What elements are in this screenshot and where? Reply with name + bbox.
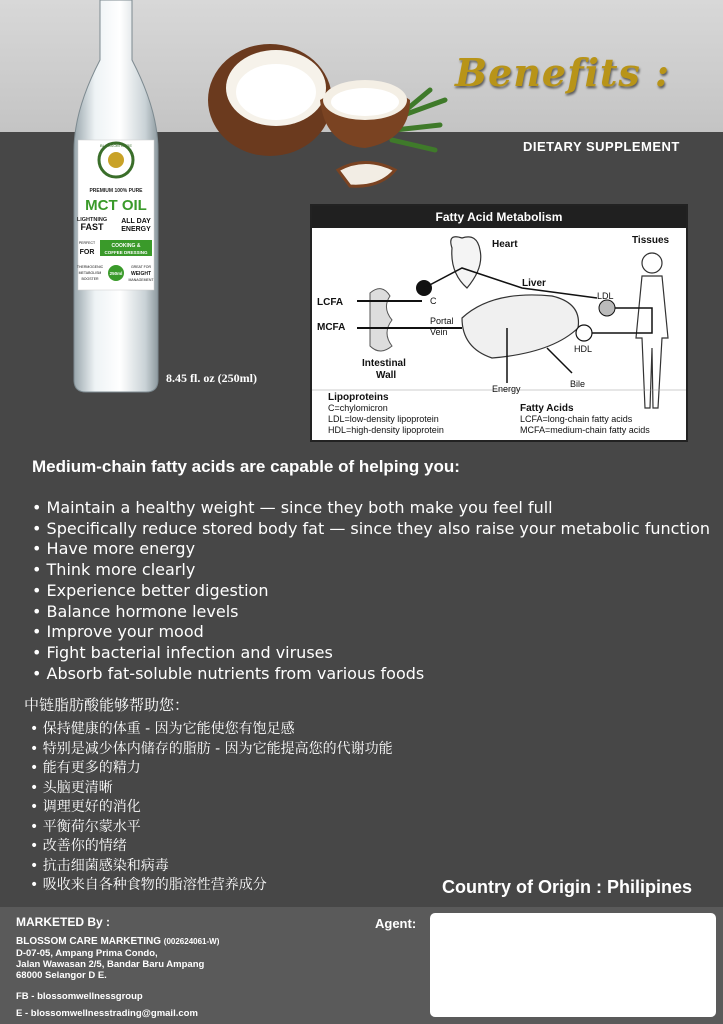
- list-item: • Think more clearly: [32, 560, 710, 581]
- label-brand: BLOSSOM CARE: [99, 143, 133, 148]
- label-perfect: PERFECT: [78, 241, 96, 245]
- label-tissues: Tissues: [632, 235, 670, 246]
- list-item: • 抗击细菌感染和病毒: [30, 857, 393, 877]
- list-item: • Maintain a healthy weight — since they both make you feel full: [32, 498, 710, 519]
- label-product-name: MCT OIL: [85, 197, 147, 214]
- label-feature2a: ALL DAY: [121, 218, 151, 225]
- label-bile: Bile: [570, 379, 586, 389]
- company-name: [16, 936, 219, 947]
- address-line2: Jalan Wawasan 2/5, Bandar Baru Ampang: [16, 959, 205, 970]
- marketed-by-label: MARKETED By :: [16, 915, 111, 929]
- label-ldl: LDL: [597, 291, 614, 301]
- label-ml: 250ml: [109, 271, 123, 276]
- benefits-title: Benefits :: [455, 50, 671, 95]
- label-vein: Vein: [430, 327, 448, 337]
- fatty-acids-title: Fatty Acids: [520, 403, 574, 414]
- english-benefits-list: [32, 498, 710, 684]
- label-line1: PREMIUM 100% PURE: [89, 188, 143, 194]
- agent-label: Agent:: [375, 916, 417, 931]
- bottle-volume: 8.45 fl. oz (250ml): [166, 371, 257, 385]
- label-liver: Liver: [522, 278, 546, 289]
- label-mcfa: MCFA: [317, 322, 346, 333]
- list-item: • 吸收来自各种食物的脂溶性营养成分: [30, 876, 393, 896]
- list-item: • 头脑更清晰: [30, 779, 393, 799]
- list-item: • 能有更多的精力: [30, 759, 393, 779]
- label-lcfa: LCFA: [317, 297, 344, 308]
- label-portal: Portal: [430, 316, 454, 326]
- list-item: • Specifically reduce stored body fat — since they also raise your metabolic function: [32, 519, 710, 540]
- list-item: • Have more energy: [32, 539, 710, 560]
- diagram-title: Fatty Acid Metabolism: [312, 206, 686, 228]
- list-item: • Experience better digestion: [32, 581, 710, 602]
- label-for: FOR: [79, 249, 95, 256]
- label-wall: Wall: [376, 370, 397, 381]
- label-booster: BOOSTER: [81, 277, 99, 281]
- list-item: • Balance hormone levels: [32, 602, 710, 623]
- list-item: • 调理更好的消化: [30, 798, 393, 818]
- company-reg-no: (002624061-W): [163, 937, 220, 946]
- label-heart: Heart: [492, 239, 518, 250]
- agent-box: [430, 913, 716, 1017]
- label-thermo: THERMOGENIC: [76, 265, 104, 269]
- list-item: • Absorb fat-soluble nutrients from various foods: [32, 664, 710, 685]
- label-feature1b: FAST: [80, 222, 104, 232]
- lipoproteins-line3: HDL=high-density lipoprotein: [328, 425, 444, 435]
- english-heading: Medium-chain fatty acids are capable of helping you:: [32, 457, 460, 476]
- coconut-image: [200, 30, 450, 195]
- label-feature2b: ENERGY: [121, 226, 151, 233]
- label-hdl: HDL: [574, 344, 593, 354]
- label-mgmt: MANAGEMENT: [128, 278, 154, 282]
- fatty-acids-line2: MCFA=medium-chain fatty acids: [520, 425, 650, 435]
- dietary-supplement-label: DIETARY SUPPLEMENT: [523, 139, 680, 154]
- list-item: • 特别是减少体内储存的脂肪 - 因为它能提高您的代谢功能: [30, 740, 393, 760]
- list-item: • 保持健康的体重 - 因为它能使您有饱足感: [30, 720, 393, 740]
- list-item: • Improve your mood: [32, 622, 710, 643]
- label-metab: METABOLISM: [78, 271, 102, 275]
- list-item: • 平衡荷尔蒙水平: [30, 818, 393, 838]
- label-cooking: COOKING &: [111, 243, 141, 249]
- facebook-contact: FB - blossomwellnessgroup: [16, 991, 143, 1002]
- label-intestinal: Intestinal: [362, 358, 406, 369]
- lipoproteins-title: Lipoproteins: [328, 392, 389, 403]
- list-item: • 改善你的情绪: [30, 837, 393, 857]
- address-line3: 68000 Selangor D E.: [16, 970, 107, 981]
- label-feature1a: LIGHTNING: [76, 217, 108, 223]
- company-address: [16, 948, 204, 981]
- label-energy: Energy: [492, 384, 521, 394]
- label-great: GREAT FOR: [130, 265, 152, 269]
- fatty-acids-line1: LCFA=long-chain fatty acids: [520, 414, 633, 424]
- company-name-text: BLOSSOM CARE MARKETING: [16, 936, 161, 947]
- label-c: C: [430, 296, 437, 306]
- email-contact: E - blossomwellnesstrading@gmail.com: [16, 1008, 198, 1019]
- list-item: • Fight bacterial infection and viruses: [32, 643, 710, 664]
- address-line1: D-07-05, Ampang Prima Condo,: [16, 948, 158, 959]
- country-of-origin: Country of Origin : Philipines: [442, 877, 692, 897]
- chinese-benefits-list: [30, 720, 393, 896]
- chinese-heading: 中链脂肪酸能够帮助您：: [24, 696, 190, 714]
- label-weight: WEIGHT: [131, 271, 151, 277]
- label-coffee: COFFEE DRESSING: [104, 250, 148, 255]
- fatty-acid-metabolism-diagram: [310, 204, 688, 442]
- mct-oil-bottle-image: [70, 0, 162, 394]
- lipoproteins-line1: C=chylomicron: [328, 403, 388, 413]
- lipoproteins-line2: LDL=low-density lipoprotein: [328, 414, 439, 424]
